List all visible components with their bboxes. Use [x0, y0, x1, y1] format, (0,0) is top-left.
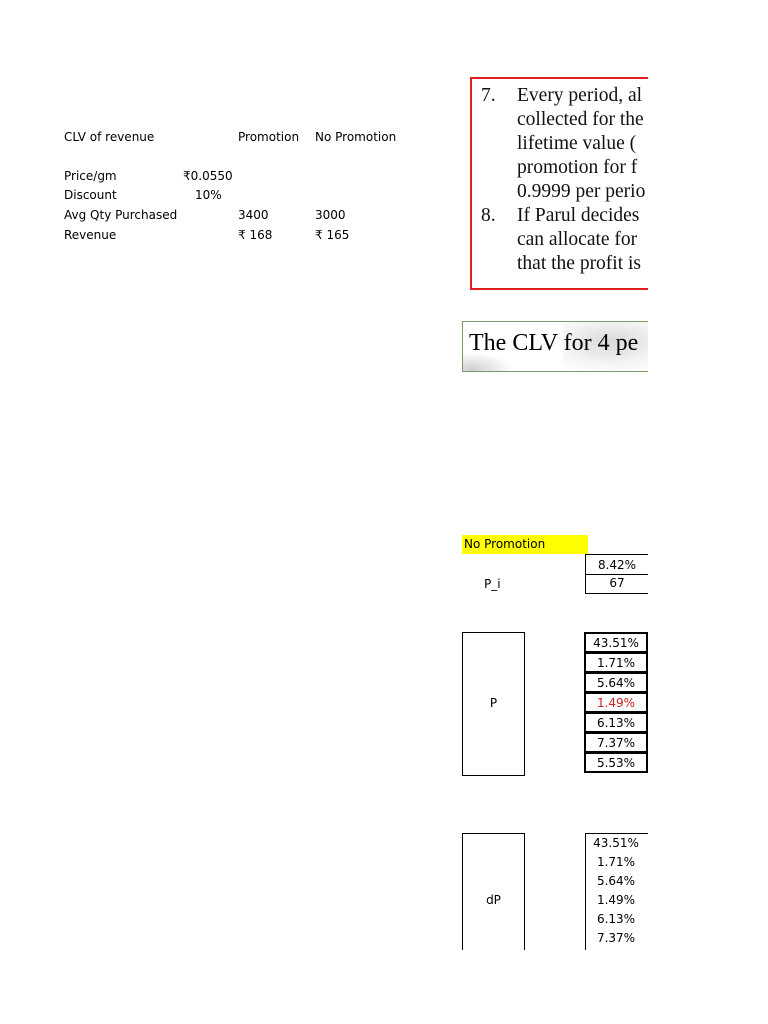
clv-title: CLV of revenue	[64, 130, 155, 144]
clv-caption-text: The CLV for 4 pe	[469, 330, 639, 356]
dp-label-box	[462, 833, 525, 950]
p-value-cell: 1.71%	[584, 652, 648, 673]
discount-label: Discount	[64, 188, 117, 202]
avg-qty-label: Avg Qty Purchased	[64, 208, 178, 222]
avg-qty-no-promotion: 3000	[315, 208, 346, 222]
problem-statement-image	[470, 77, 648, 290]
p-value-cell: 7.37%	[584, 732, 648, 753]
item-8-number: 8.	[481, 205, 496, 226]
revenue-no-promotion: ₹ 165	[315, 228, 350, 242]
pi-percent: 8.42%	[597, 558, 637, 572]
item-7-line: collected for the	[517, 109, 644, 130]
revenue-label: Revenue	[64, 228, 117, 242]
pi-count: 67	[609, 576, 625, 590]
dp-values-column	[585, 833, 648, 950]
p-value-cell: 43.51%	[584, 632, 648, 653]
item-7-line: lifetime value (	[517, 133, 637, 154]
revenue-promotion: ₹ 168	[238, 228, 273, 242]
price-value: ₹0.0550	[183, 169, 233, 183]
item-8-line: can allocate for	[517, 229, 638, 250]
item-8-line: If Parul decides	[517, 205, 640, 226]
p-values-column	[584, 632, 648, 773]
dp-value-cell: 5.64%	[596, 874, 636, 888]
avg-qty-promotion: 3400	[238, 208, 269, 222]
item-7-number: 7.	[481, 85, 496, 106]
pi-label: P_i	[484, 577, 501, 591]
header-no-promotion: No Promotion	[315, 130, 397, 144]
clv-caption-image	[462, 321, 648, 372]
dp-value-cell: 43.51%	[593, 836, 639, 850]
discount-value: 10%	[195, 188, 222, 202]
p-value-cell: 5.53%	[584, 752, 648, 773]
item-7-line: promotion for f	[517, 157, 638, 178]
no-promotion-label: No Promotion	[462, 535, 588, 554]
pi-value-box	[585, 554, 648, 594]
price-label: Price/gm	[64, 169, 117, 183]
p-value-cell: 5.64%	[584, 672, 648, 693]
item-7-line: Every period, al	[517, 85, 643, 106]
p-label-box	[462, 632, 525, 776]
header-promotion: Promotion	[238, 130, 300, 144]
item-8-line: that the profit is	[517, 253, 642, 274]
dp-value-cell: 1.49%	[596, 893, 636, 907]
item-7-line: 0.9999 per perio	[517, 181, 646, 202]
dp-value-cell: 6.13%	[596, 912, 636, 926]
dp-value-cell: 7.37%	[596, 931, 636, 945]
p-value-cell-highlighted: 1.49%	[584, 692, 648, 713]
dp-value-cell: 1.71%	[596, 855, 636, 869]
p-value-cell: 6.13%	[584, 712, 648, 733]
dp-label: dP	[486, 893, 501, 907]
p-label: P	[489, 696, 498, 710]
